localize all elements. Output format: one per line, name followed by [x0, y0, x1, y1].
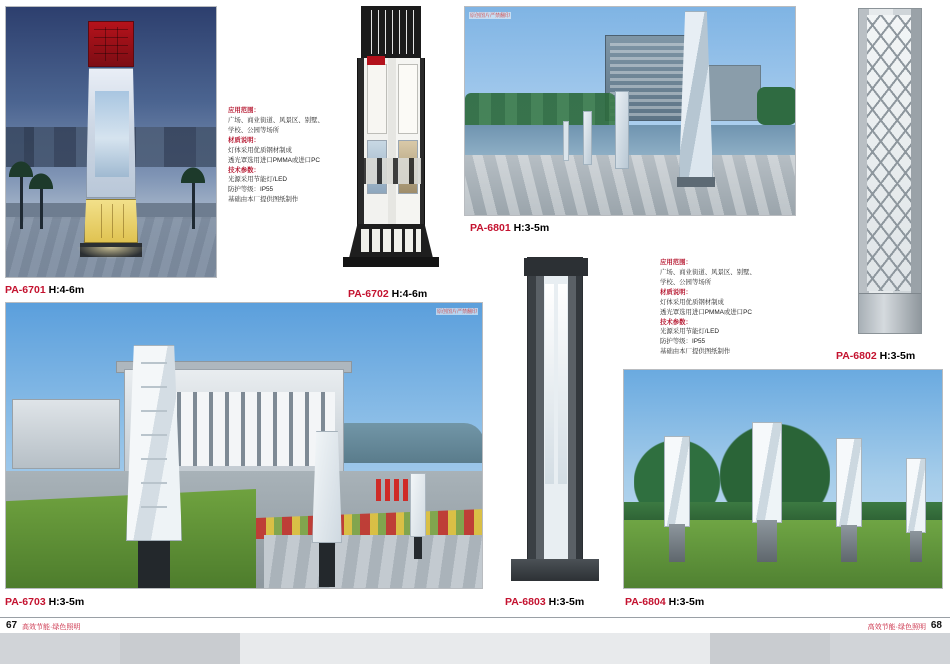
product-photo-pa-6804 [623, 369, 943, 589]
product-photo-pa-6801 [464, 6, 796, 216]
footer-text-right: 高效节能·绿色照明 [867, 624, 926, 631]
product-code: PA-6804 [625, 596, 666, 608]
lamp-diffuser [126, 345, 182, 541]
lamp-ground-glow [76, 247, 146, 259]
lamp-column-far [410, 473, 426, 559]
palm-tree [192, 177, 195, 229]
lamp-top-lattice [361, 6, 421, 58]
product-code: PA-6803 [505, 596, 546, 608]
spec-heading-material: 材质说明： [228, 136, 260, 144]
lamp-post [757, 520, 776, 562]
lamp-post [414, 537, 422, 559]
bollard-lamp [836, 438, 862, 562]
product-code: PA-6802 [836, 350, 877, 362]
lamp-base [677, 177, 715, 187]
lamp-diffuser [906, 458, 926, 533]
bollard-lamp [906, 458, 926, 562]
caption-pa-6702 [348, 288, 427, 300]
lamp-diffuser [679, 11, 713, 179]
lamp-post [669, 524, 686, 562]
square-column [527, 257, 583, 561]
bollard-lamp [752, 422, 782, 562]
palm-tree [20, 171, 23, 229]
page-number-left: 67 [6, 620, 18, 631]
product-render-pa-6803 [503, 253, 607, 589]
spec-line: 光源采用节能灯/LED [660, 328, 719, 336]
lamp-panel-left [367, 64, 387, 134]
spec-line: 灯体采用优质钢材制成 [228, 146, 292, 154]
lamp-post [319, 543, 335, 587]
footer-divider [0, 617, 950, 618]
lamp-column-far [583, 111, 592, 165]
lamp-red-accent [367, 56, 385, 65]
spec-heading-application: 应用范围： [228, 107, 260, 114]
footer-tab-left [120, 633, 240, 664]
spec-line: 灯体采用优质钢材制成 [660, 298, 724, 306]
caption-pa-6801 [470, 222, 549, 234]
spec-line: 学校、公园等场所 [660, 278, 712, 286]
lattice-column [858, 8, 922, 334]
product-height: H:3-5m [548, 596, 585, 608]
footer-tab-right [710, 633, 830, 664]
tree-cluster [757, 87, 796, 125]
lamp-diffuser [664, 436, 690, 527]
column-base [511, 559, 599, 581]
lamp-diffuser [752, 422, 782, 523]
spec-heading-technical: 技术参数： [660, 318, 692, 326]
lamp-panel-right [398, 64, 418, 134]
lamp-column-mid [615, 91, 629, 169]
spec-line: 透光罩选用进口PMMA或进口PC [660, 308, 752, 316]
spec-line: 广场、商业街道、风景区、别墅、 [660, 268, 756, 276]
light-slit-right [558, 284, 567, 484]
lamp-red-top [88, 21, 134, 67]
caption-pa-6703 [5, 596, 84, 608]
spec-heading-material: 材质说明： [660, 288, 692, 296]
light-slit-left [545, 284, 554, 484]
watermark-text: 原创图片严禁翻印 [436, 309, 477, 315]
product-photo-pa-6701 [5, 6, 217, 278]
lamp-light-panel [86, 68, 136, 198]
product-code: PA-6702 [348, 288, 389, 300]
lamp-post [138, 541, 170, 589]
product-height: H:3-5m [48, 596, 85, 608]
footer-band-left [0, 633, 120, 664]
product-render-pa-6802 [836, 6, 944, 344]
palm-tree [40, 183, 43, 229]
footer-band-right [830, 633, 950, 664]
lamp-column-pa-6701 [78, 21, 144, 259]
plaza-paving [465, 155, 796, 216]
spec-heading-application: 应用范围： [660, 259, 692, 266]
product-height: H:3-5m [879, 350, 916, 362]
caption-pa-6701 [5, 284, 84, 296]
product-code: PA-6703 [5, 596, 46, 608]
spec-line: 学校、公园等场所 [228, 126, 280, 134]
product-code: PA-6801 [470, 222, 511, 234]
lake-surface [465, 125, 796, 157]
spec-line: 广场、商业街道、风景区、别墅、 [228, 116, 324, 124]
bollard-lamp [664, 436, 690, 562]
product-height: H:3-5m [668, 596, 705, 608]
product-height: H:4-6m [391, 288, 428, 300]
page-number-right: 68 [930, 620, 942, 631]
footer-text-left: 高效节能·绿色照明 [22, 624, 81, 631]
spec-line: 光源采用节能灯/LED [228, 176, 287, 184]
lamp-amber-panel [84, 199, 138, 243]
side-building [12, 399, 120, 469]
lamp-skirt [349, 224, 433, 258]
lamp-column-foreground [126, 345, 182, 585]
spec-block-left [228, 106, 324, 205]
spec-line: 防护等级：IP55 [660, 338, 706, 346]
product-code: PA-6701 [5, 284, 46, 296]
spec-line: 防护等级：IP55 [228, 186, 274, 194]
lamp-column-foreground [679, 11, 713, 179]
walkway [264, 535, 483, 589]
lamp-diffuser [836, 438, 862, 527]
column-cap [524, 258, 588, 276]
product-photo-pa-6703 [5, 302, 483, 589]
lamp-flare-section [361, 158, 421, 184]
lamp-foot [343, 257, 439, 267]
caption-pa-6803 [505, 596, 584, 608]
spec-heading-technical: 技术参数： [228, 166, 260, 174]
tree-line [465, 93, 615, 127]
lamp-diffuser [312, 431, 342, 543]
lamp-diffuser [410, 473, 426, 537]
watermark-text: 原创图片严禁翻印 [470, 13, 511, 19]
spec-block-right [660, 258, 756, 357]
lamp-post [841, 525, 858, 562]
column-base [859, 293, 921, 333]
lamp-post [910, 531, 923, 562]
product-height: H:4-6m [48, 284, 85, 296]
product-height: H:3-5m [513, 222, 550, 234]
spec-line: 基础由本厂提供图纸制作 [660, 348, 731, 356]
product-render-pa-6702 [333, 6, 449, 274]
spec-line: 透光罩选用进口PMMA或进口PC [228, 156, 320, 164]
lamp-column-distant [563, 121, 569, 161]
lamp-column-mid [312, 431, 342, 573]
spec-line: 基础由本厂提供图纸制作 [228, 196, 299, 204]
caption-pa-6802 [836, 350, 915, 362]
caption-pa-6804 [625, 596, 704, 608]
lamp-shaft [357, 58, 425, 228]
diamond-lattice-pattern [867, 15, 911, 291]
